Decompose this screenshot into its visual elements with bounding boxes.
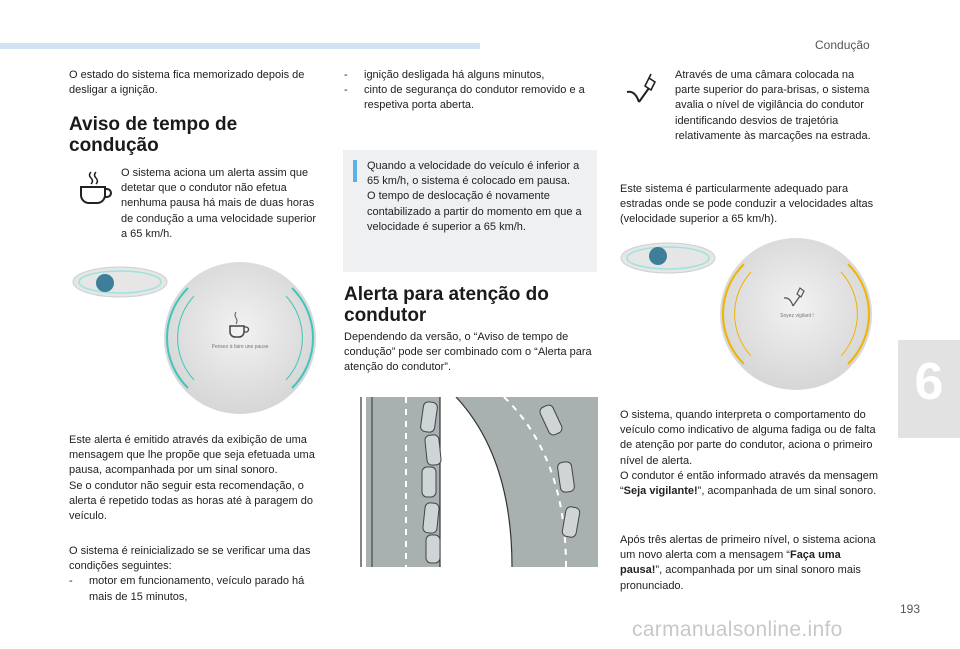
alert-description — [69, 433, 325, 524]
message-take-a-break: Faça uma pausa! — [620, 549, 841, 577]
vigilance-alert-dashboard-illustration — [618, 238, 880, 393]
info-paragraph-1: Quando a velocidade do veículo é inferior a 65 km/h, o sistema é colocado em pausa. — [367, 160, 580, 188]
reset-conditions — [69, 544, 325, 605]
small-gauge-left — [73, 267, 167, 297]
alert-paragraph-2: Se o condutor não seguir esta recomendação, o alerta é repetido todas as horas até à paragem do veículo. — [69, 479, 313, 523]
interpretation-paragraph-2: O condutor é então informado através da mensagem “Seja vigilante!”, acompanhada de um sinal sonoro. — [620, 469, 879, 498]
heading-line-1: Alerta para atenção do — [344, 284, 549, 305]
camera-description: Através de uma câmara colocada na parte superior do para-brisas, o sistema avalia o nível de vigilância do condutor identificando desvios de trajetória relativamente às marcações na estrada. — [675, 69, 871, 142]
small-gauge-right — [621, 243, 715, 273]
info-text — [367, 159, 593, 235]
reset-list-continued — [344, 68, 598, 114]
chapter-number: 6 — [914, 353, 944, 411]
message-be-vigilant: Seja vigilante! — [623, 485, 698, 498]
alert-paragraph-1: Este alerta é emitido através da exibição de uma mensagem que lhe propõe que seja efetuada uma pausa, acompanhada por um sinal sonoro. — [69, 434, 315, 477]
version-paragraph: Dependendo da versão, o “Aviso de tempo de condução” pode ser combinado com o “Alerta para atenção do condutor”. — [344, 331, 592, 374]
info-box — [343, 150, 597, 272]
info-icon-bar — [353, 164, 357, 182]
driver-attention-icon — [623, 72, 659, 108]
info-paragraph-2: O tempo de deslocação é novamente contabilizado a partir do momento em que a velocidade é superior a 65 km/h. — [367, 190, 582, 233]
main-dial — [164, 262, 316, 414]
page-number: 193 — [900, 602, 921, 616]
list-item: - ignição desligada há alguns minutos, — [344, 68, 598, 83]
heading-line-2: condutor — [344, 305, 427, 326]
reset-paragraph: O sistema é reinicializado se se verificar uma das condições seguintes: — [69, 545, 311, 573]
coffee-cup-icon — [77, 170, 113, 206]
interpretation-paragraph-1: O sistema, quando interpreta o comportamento do veículo como indicativo de alguma fadiga ou de falta de atenção por parte do condutor, aciona o primeiro nível de alerta. — [620, 409, 876, 467]
intro-paragraph: O estado do sistema fica memorizado depois de desligar a ignição. — [69, 69, 305, 97]
heading-driving-time — [69, 114, 237, 156]
second-level-alert-paragraph: Após três alertas de primeiro nível, o sistema aciona um novo alerta com a mensagem “Faça uma pausa!”, acompanhada por um sinal sonoro mais pronunciado. — [620, 534, 876, 592]
section-title: Condução — [815, 38, 870, 52]
watermark: carmanualsonline.info — [632, 618, 843, 641]
vigilance-dial-caption: Soyez vigilant ! — [780, 313, 814, 319]
heading-driver-attention — [344, 284, 549, 326]
coffee-description: O sistema aciona um alerta assim que detetar que o condutor não efetua nenhuma pausa há mais de duas horas de condução a uma velocidade superior a 65 km/h. — [121, 167, 317, 240]
heading-line-1: Aviso de tempo de — [69, 114, 238, 135]
reset-list — [69, 574, 325, 604]
list-item: - motor em funcionamento, veículo parado há mais de 15 minutos, — [69, 574, 325, 604]
list-item: - cinto de segurança do condutor removido e a respetiva porta aberta. — [344, 83, 598, 113]
header-accent-bar — [0, 43, 480, 49]
heading-line-2: condução — [69, 135, 159, 156]
roads-paragraph: Este sistema é particularmente adequado para estradas onde se pode conduzir a velocidades altas (velocidade superior a 65 km/h). — [620, 183, 874, 226]
pause-alert-dashboard-illustration — [70, 262, 325, 420]
lane-departure-road-illustration — [344, 397, 598, 567]
interpretation-text — [620, 408, 882, 499]
pause-dial-caption: Pensez à faire une pause — [211, 344, 269, 350]
